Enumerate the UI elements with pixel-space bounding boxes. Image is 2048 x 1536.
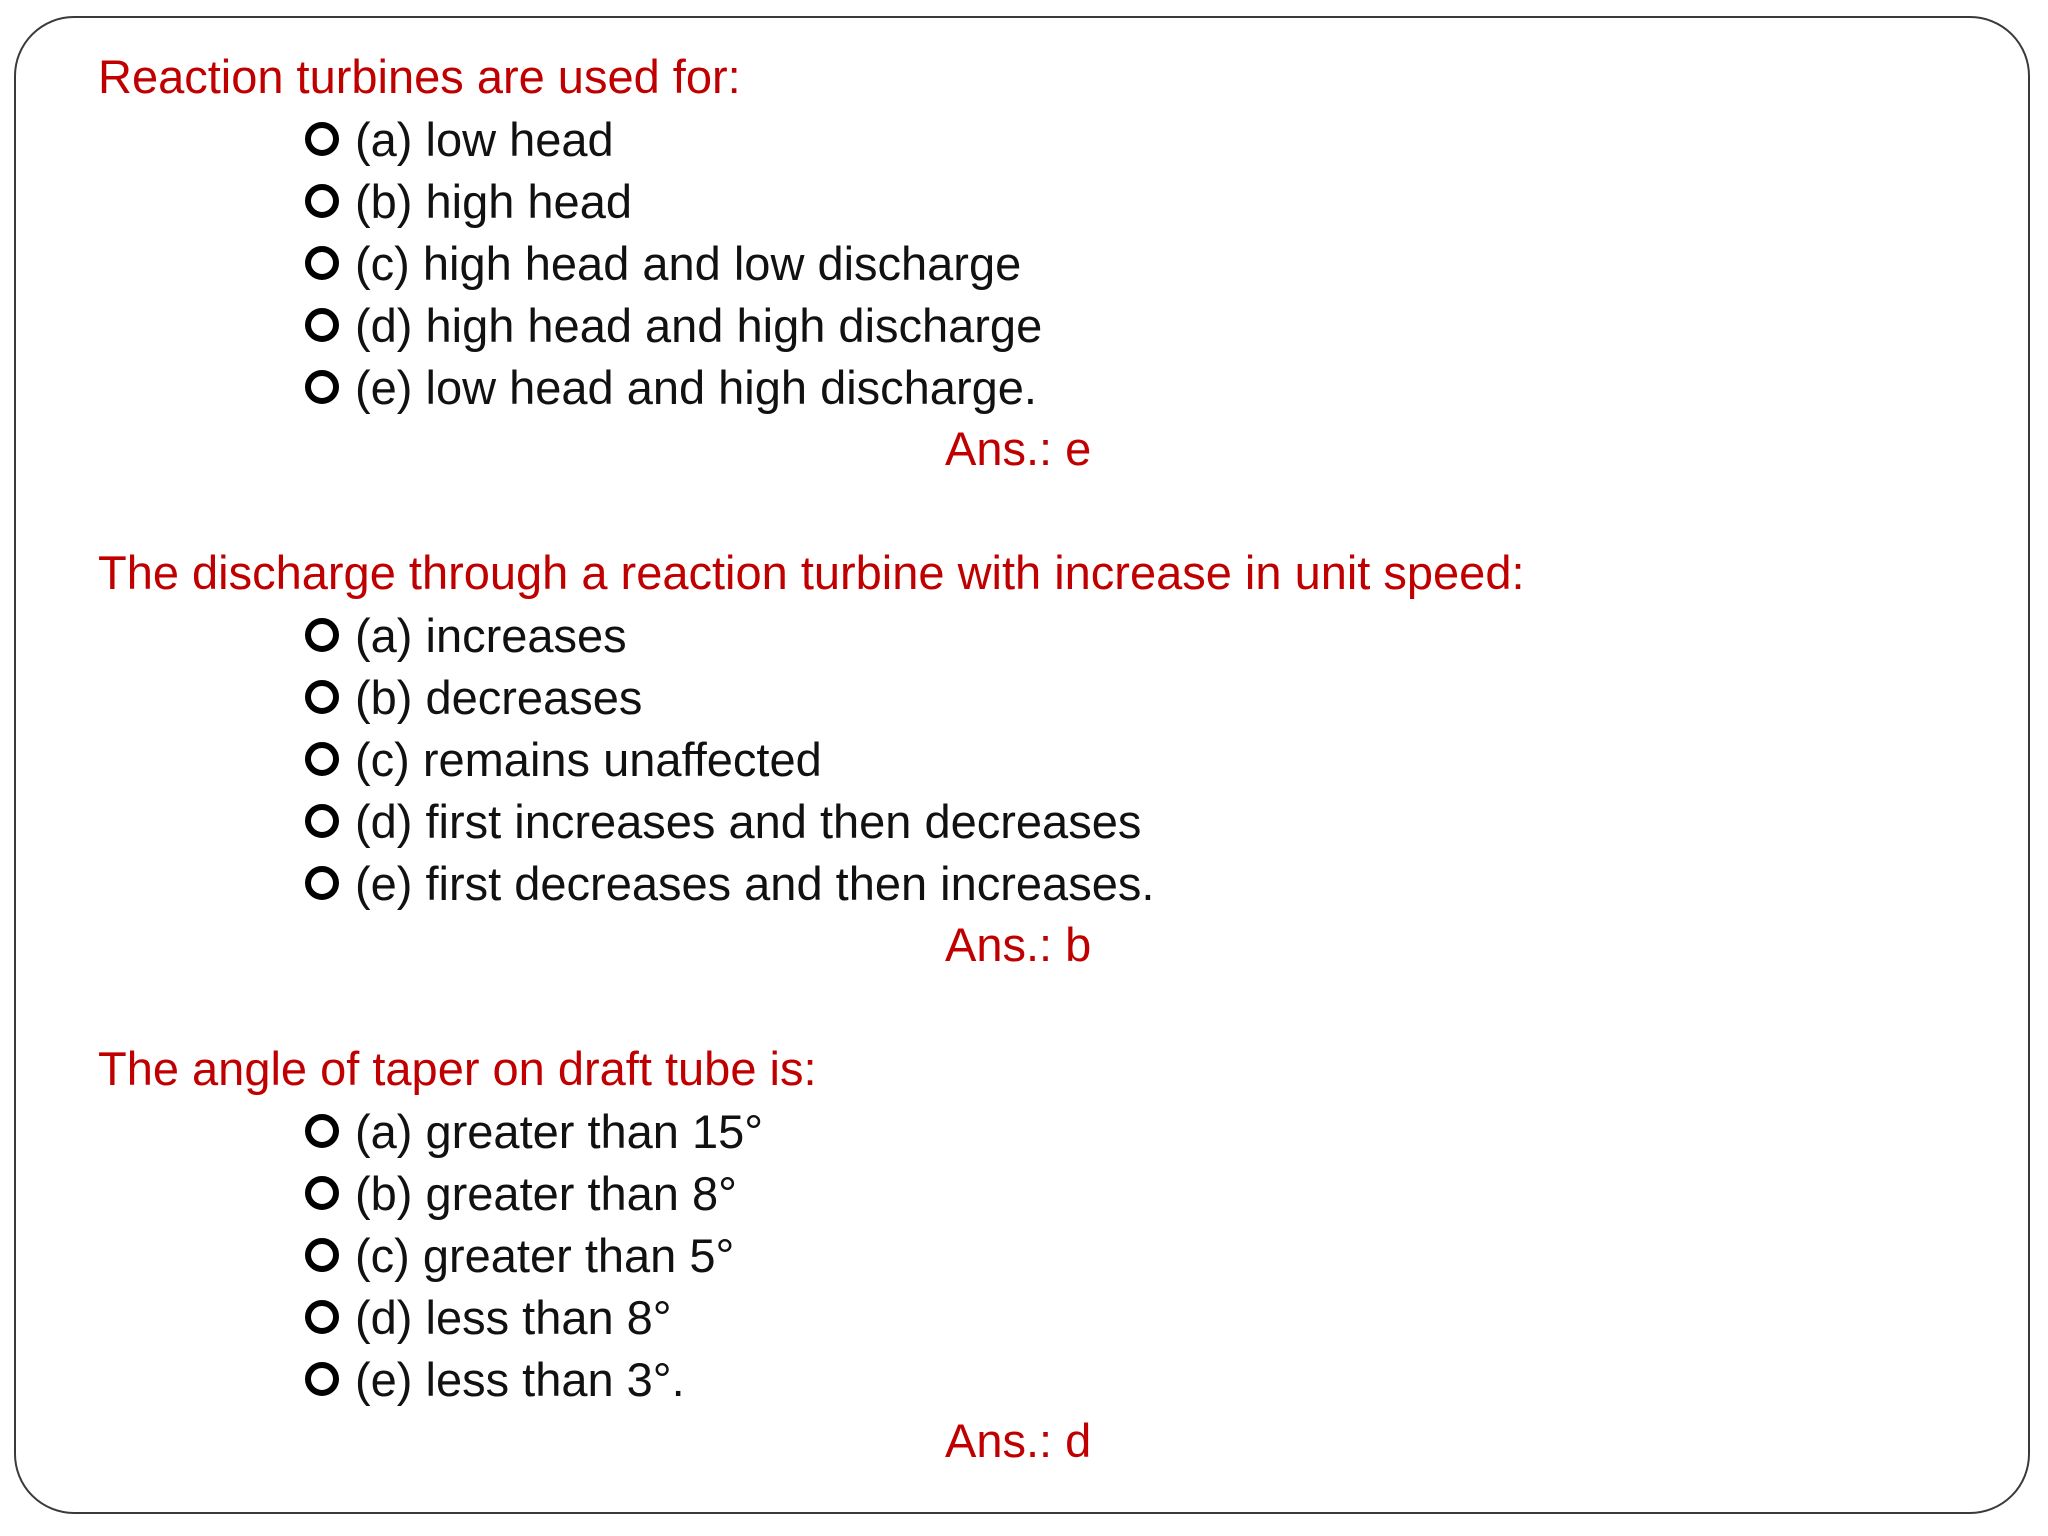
option-item [305,1100,1978,1162]
option-label: (d) first increases and then decreases [355,794,1142,848]
hollow-circle-bullet-icon [305,246,339,280]
option-label: (e) first decreases and then increases. [355,856,1155,910]
option-label: (d) high head and high discharge [355,298,1043,352]
option-label: (e) less than 3°. [355,1352,685,1406]
option-item [305,728,1978,790]
question-block-2 [98,542,1978,976]
quiz-content [98,46,1978,1534]
options-list [98,604,1978,914]
question-text: The angle of taper on draft tube is: [98,1042,817,1095]
hollow-circle-bullet-icon [305,804,339,838]
option-item [305,1162,1978,1224]
answer-text: Ans.: b [945,918,1092,971]
option-item [305,356,1978,418]
option-label: (a) low head [355,112,614,166]
hollow-circle-bullet-icon [305,308,339,342]
hollow-circle-bullet-icon [305,184,339,218]
hollow-circle-bullet-icon [305,866,339,900]
hollow-circle-bullet-icon [305,1114,339,1148]
option-label: (c) greater than 5° [355,1228,735,1282]
option-label: (e) low head and high discharge. [355,360,1037,414]
hollow-circle-bullet-icon [305,370,339,404]
option-label: (b) decreases [355,670,643,724]
hollow-circle-bullet-icon [305,618,339,652]
option-item [305,1224,1978,1286]
options-list [98,108,1978,418]
hollow-circle-bullet-icon [305,742,339,776]
hollow-circle-bullet-icon [305,1300,339,1334]
option-item [305,666,1978,728]
option-item [305,1348,1978,1410]
question-block-3 [98,1038,1978,1472]
option-item [305,170,1978,232]
option-label: (a) increases [355,608,627,662]
option-item [305,294,1978,356]
option-item [305,604,1978,666]
option-item [305,108,1978,170]
option-label: (a) greater than 15° [355,1104,764,1158]
answer-text: Ans.: d [945,1414,1092,1467]
options-list [98,1100,1978,1410]
question-text: The discharge through a reaction turbine with increase in unit speed: [98,546,1525,599]
option-item [305,1286,1978,1348]
option-label: (b) high head [355,174,632,228]
option-item [305,852,1978,914]
hollow-circle-bullet-icon [305,122,339,156]
question-block-1 [98,46,1978,480]
option-label: (d) less than 8° [355,1290,672,1344]
question-text: Reaction turbines are used for: [98,50,741,103]
hollow-circle-bullet-icon [305,1176,339,1210]
option-label: (b) greater than 8° [355,1166,737,1220]
hollow-circle-bullet-icon [305,1362,339,1396]
option-item [305,232,1978,294]
option-item [305,790,1978,852]
option-label: (c) high head and low discharge [355,236,1022,290]
hollow-circle-bullet-icon [305,680,339,714]
answer-text: Ans.: e [945,422,1092,475]
option-label: (c) remains unaffected [355,732,822,786]
hollow-circle-bullet-icon [305,1238,339,1272]
